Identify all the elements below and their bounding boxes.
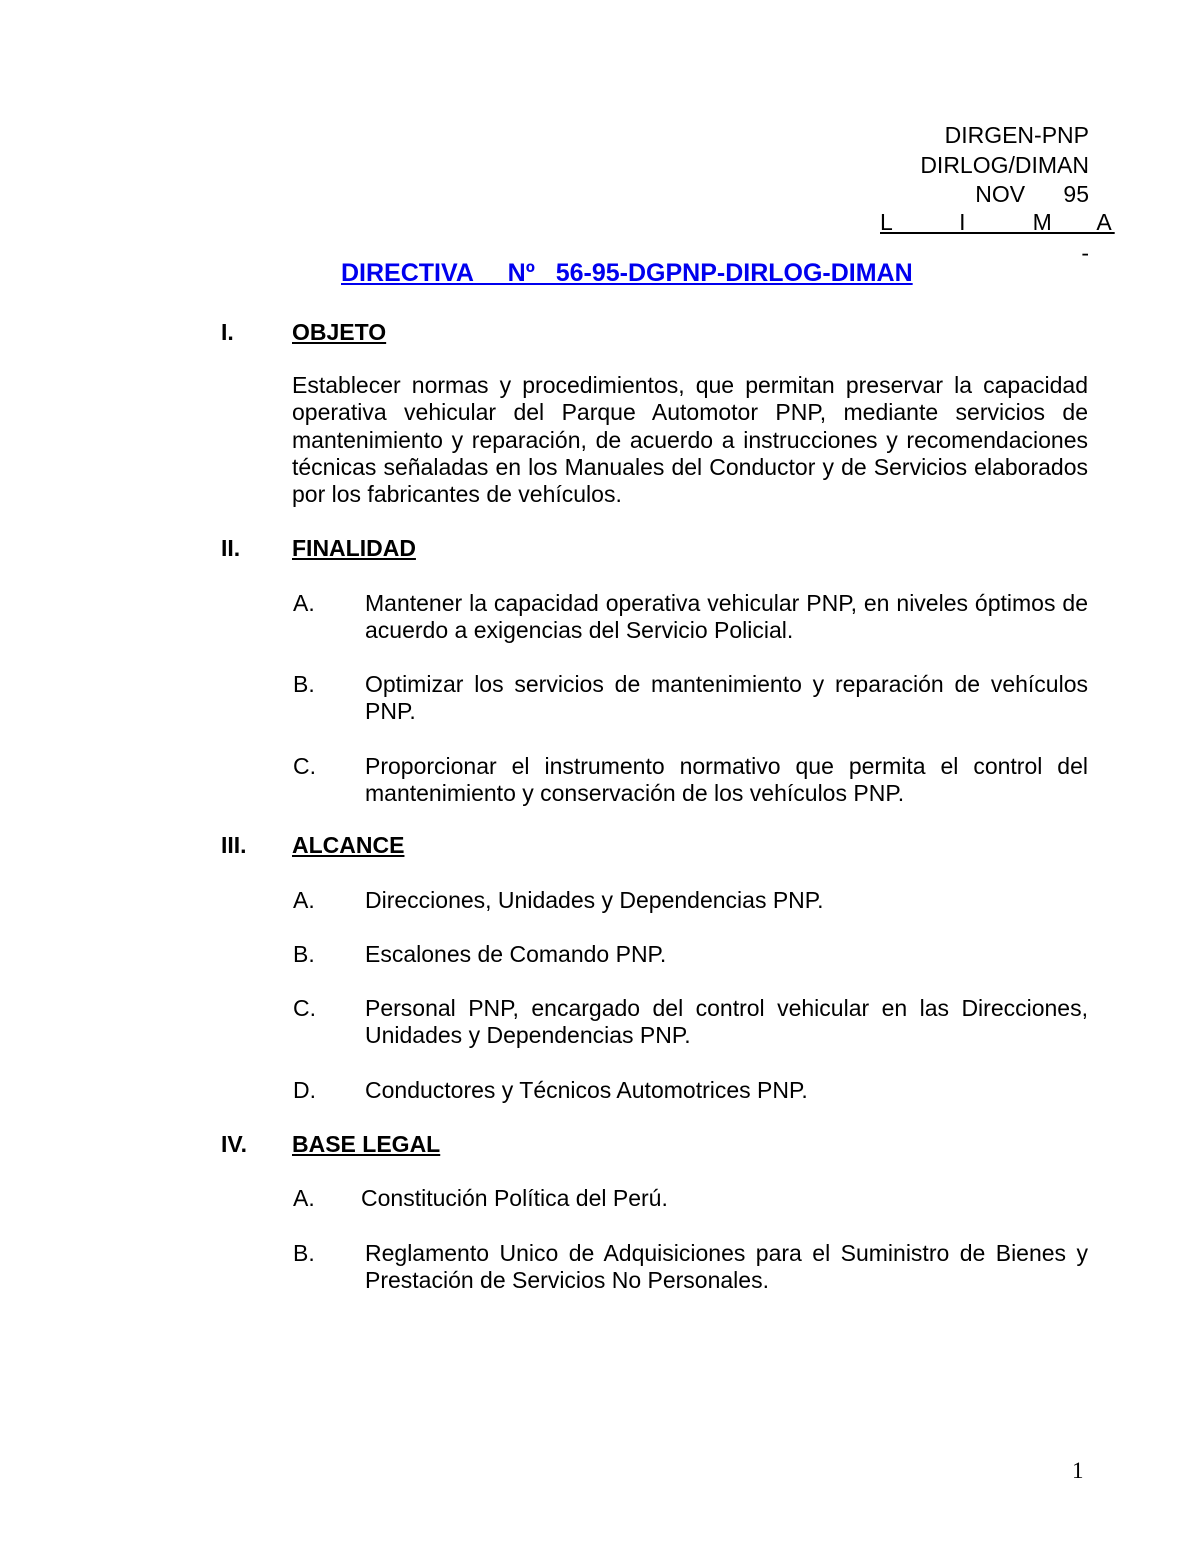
section-heading-base-legal: BASE LEGAL [292, 1131, 441, 1157]
list-item: Escalones de Comando PNP. [365, 941, 667, 967]
section-numeral: IV. [221, 1131, 248, 1157]
list-item: Mantener la capacidad operativa vehicular PNP, en niveles óptimos de acuerdo a exigencias del Servicio Policial. [365, 590, 1088, 644]
list-item: Optimizar los servicios de mantenimiento y reparación de vehículos PNP. [365, 671, 1088, 725]
header-dash: - [1081, 240, 1089, 267]
header-date: NOV 95 [975, 180, 1089, 207]
list-item: Direcciones, Unidades y Dependencias PNP. [365, 887, 824, 913]
item-letter: B. [293, 1240, 315, 1266]
section-numeral: II. [221, 535, 241, 561]
item-letter: A. [293, 1185, 315, 1211]
list-item: Personal PNP, encargado del control vehicular en las Direcciones, Unidades y Dependencias PNP. [365, 995, 1088, 1049]
directive-title: DIRECTIVA Nº 56-95-DGPNP-DIRLOG-DIMAN [341, 259, 913, 287]
page-number: 1 [1072, 1458, 1084, 1483]
list-item: Proporcionar el instrumento normativo que permita el control del mantenimiento y conservación de los vehículos PNP. [365, 753, 1088, 807]
header-dirlog: DIRLOG/DIMAN [920, 152, 1089, 179]
item-letter: A. [293, 590, 315, 616]
item-letter: B. [293, 671, 315, 697]
section-heading-alcance: ALCANCE [292, 832, 405, 858]
item-letter: A. [293, 887, 315, 913]
list-item: Reglamento Unico de Adquisiciones para el Suministro de Bienes y Prestación de Servicios No Personales. [365, 1240, 1088, 1294]
section-heading-objeto: OBJETO [292, 319, 387, 345]
section-numeral: I. [221, 319, 234, 345]
item-letter: C. [293, 995, 316, 1021]
header-dirgen: DIRGEN-PNP [944, 122, 1089, 148]
objeto-paragraph: Establecer normas y procedimientos, que permitan preservar la capacidad operativa vehicular del Parque Automotor PNP, mediante servicios de mantenimiento y reparación, de acuerdo a instrucciones y recomendaciones técnicas señaladas en los Manuales del Conductor y de Servicios elaborados por los fabricantes de vehículos. [292, 372, 1088, 508]
section-heading-finalidad: FINALIDAD [292, 535, 416, 561]
list-item: Conductores y Técnicos Automotrices PNP. [365, 1077, 808, 1103]
header-city: L I M A [880, 208, 1115, 235]
header-block [880, 122, 1115, 267]
item-letter: B. [293, 941, 315, 967]
section-numeral: III. [221, 832, 247, 858]
list-item: Constitución Política del Perú. [361, 1185, 668, 1211]
item-letter: D. [293, 1077, 316, 1103]
item-letter: C. [293, 753, 316, 779]
